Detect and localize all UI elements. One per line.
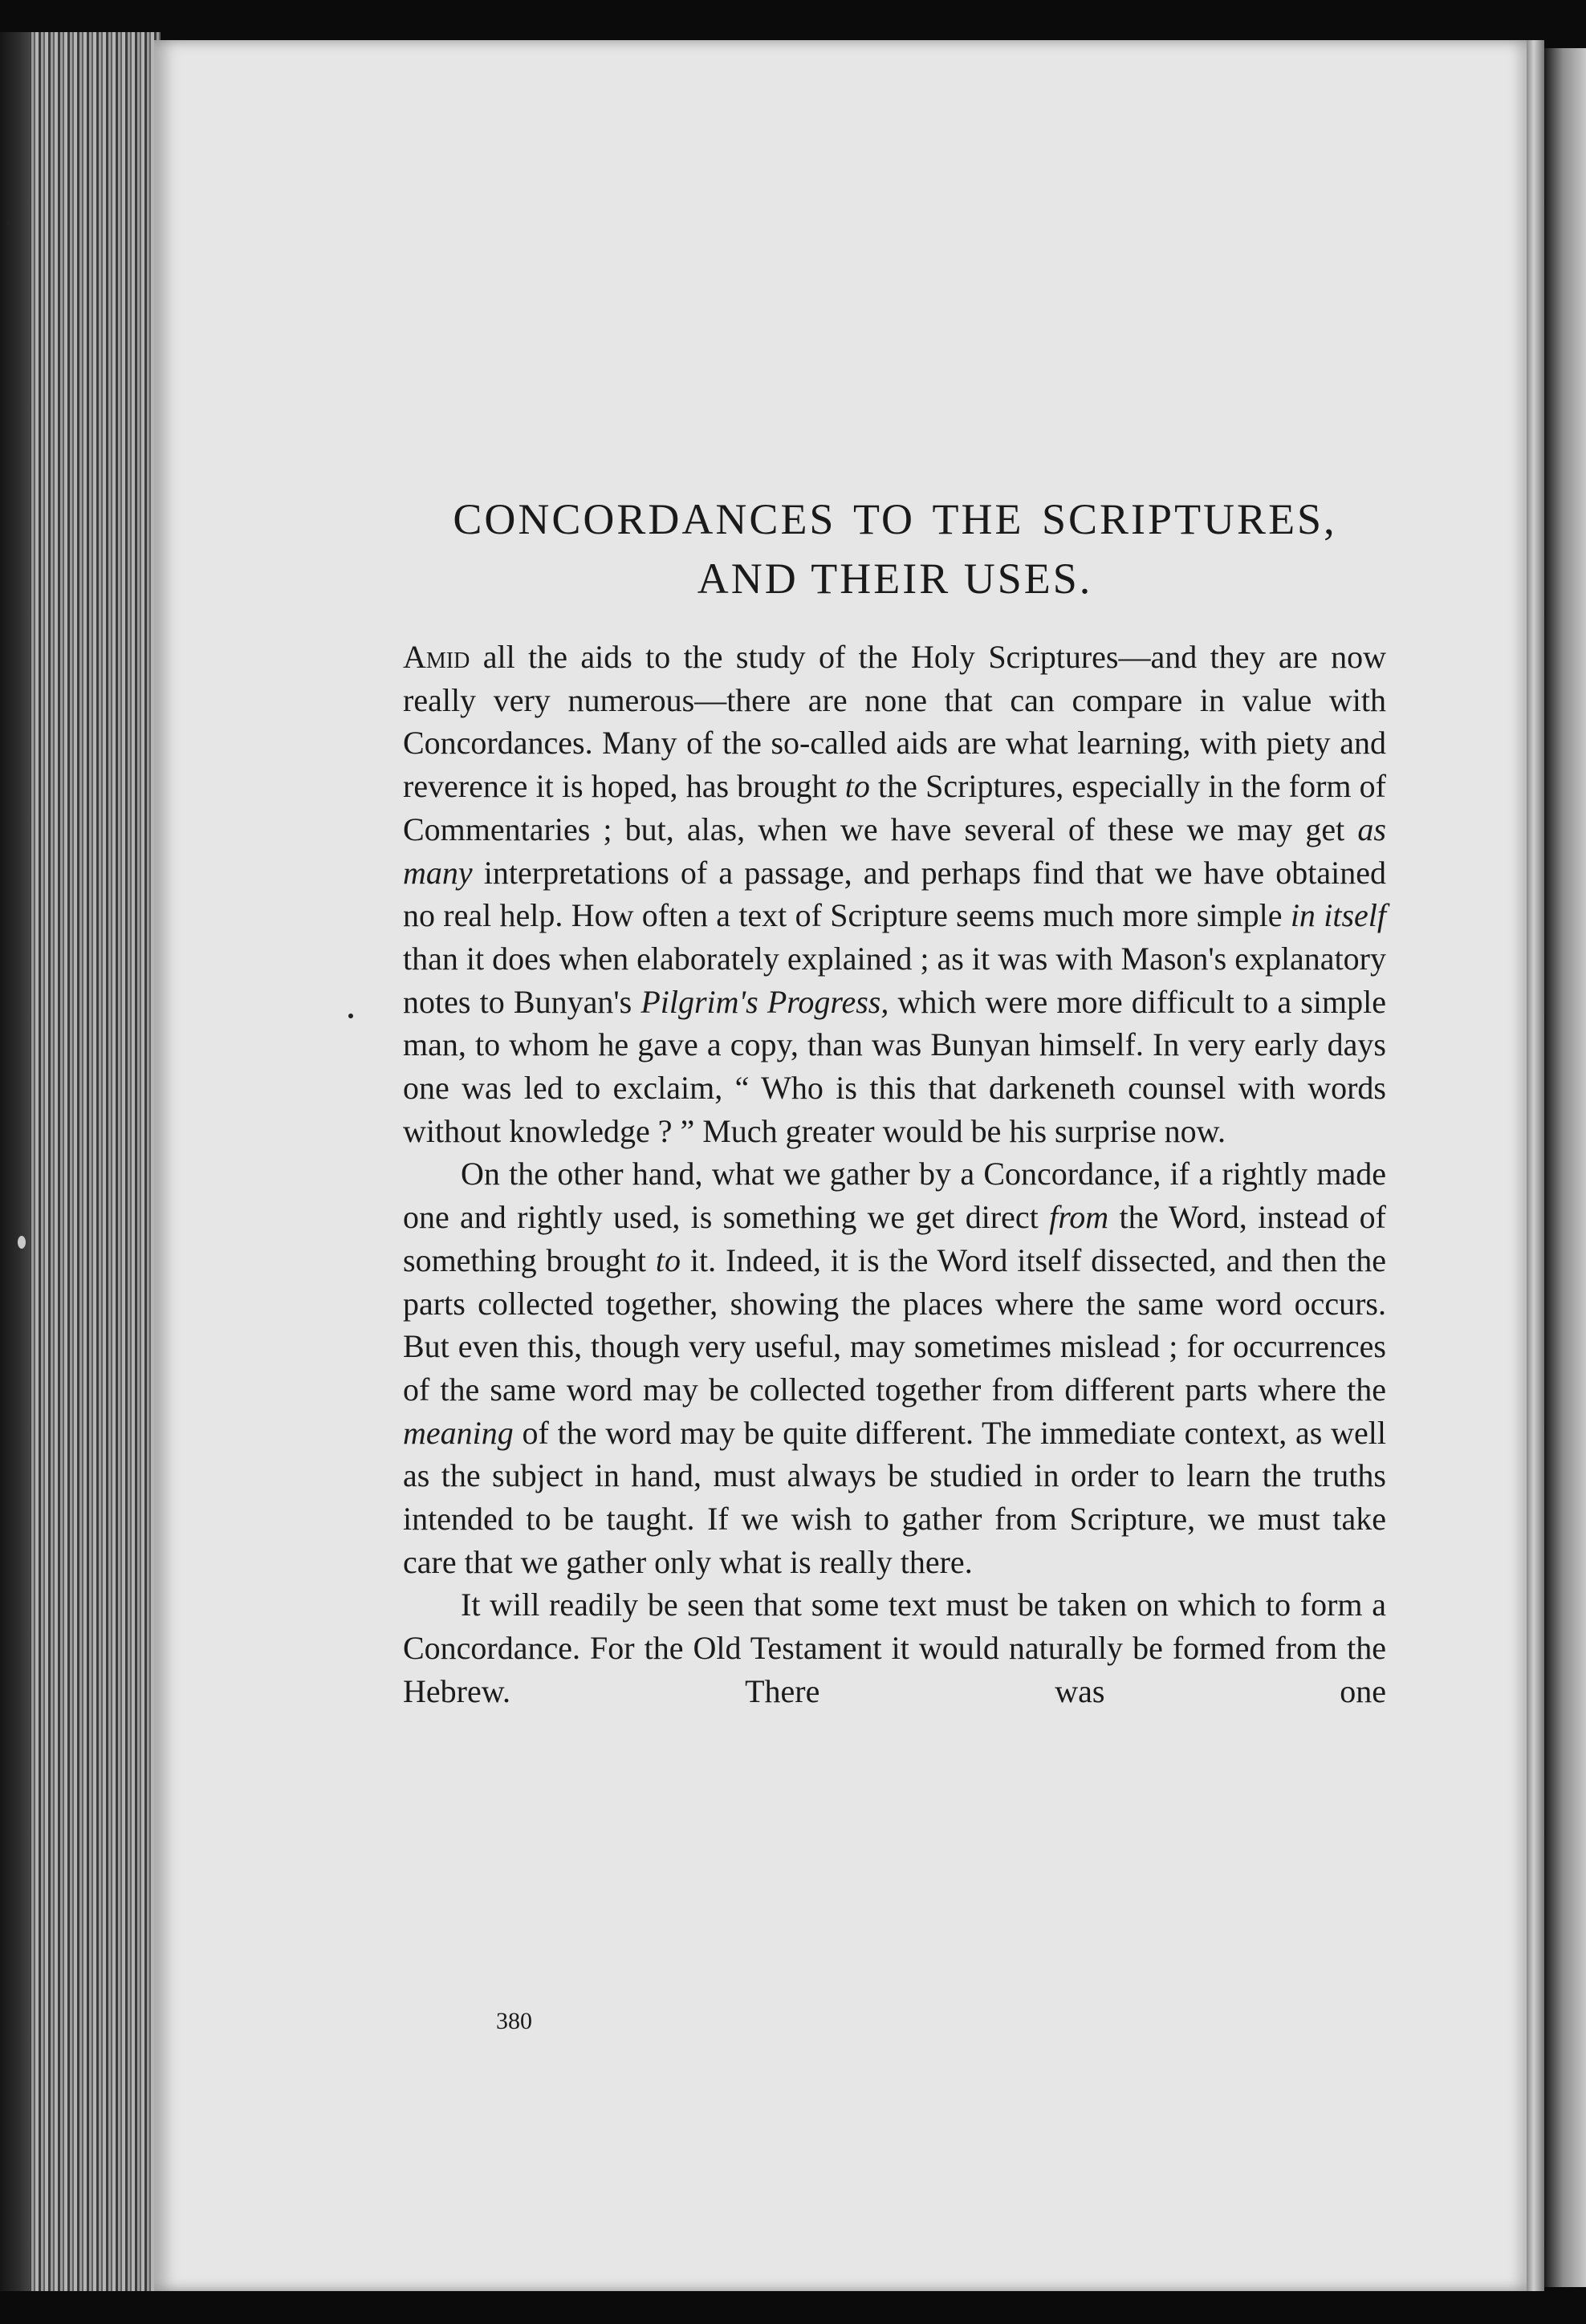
paragraph xyxy=(403,636,1386,1152)
chapter-title-line-2: AND THEIR USES. xyxy=(697,555,1093,603)
paragraph xyxy=(403,1583,1386,1713)
text-run: the Scriptures, especially in the form of Commentaries ; but, alas, when we have several of these we may get xyxy=(403,768,1387,847)
italic-text: from xyxy=(1049,1199,1109,1236)
text-run: of the word may be quite different. The immediate context, as well as the subject in hand, must always be studied in order to learn the truths intended to be taught. If we wish to gather from Scripture, we must take care that we gather only what is really there. xyxy=(403,1414,1386,1580)
italic-text: in itself xyxy=(1290,897,1386,934)
dust-speck xyxy=(18,1236,26,1249)
body-text xyxy=(403,636,1386,1713)
text-run: It will readily be seen that some text must be taken on which to form a Concordance. For the Old Testament it would naturally be formed from the Hebrew. There was one xyxy=(403,1587,1386,1709)
page-number: 380 xyxy=(496,2008,532,2034)
italic-text: Pilgrim's Progress, xyxy=(640,983,889,1020)
italic-text: to xyxy=(655,1241,681,1278)
page-gutter xyxy=(1527,40,1544,2291)
text-run: which were more difficult to a simple man, to whom he gave a copy, than was Bunyan himself. In very early days one was led to exclaim, “ Who is this that darkeneth counsel with words without knowledge ? ” Much greater would be his surprise now. xyxy=(403,983,1386,1149)
text-run: the Word, instead of something brought xyxy=(403,1199,1387,1278)
text-run: than it does when elaborately explained ; as it was with Mason's explanatory notes to Bunyan's xyxy=(403,940,1386,1020)
italic-text: meaning xyxy=(403,1414,514,1451)
facing-page-edge xyxy=(1544,48,1586,2287)
text-run: all the aids to the study of the Holy Scriptures—and they are now really very numerous—there are none that can compare in value with Concordances. Many of the so-called aids are what learning, with piety and reverence it is hoped, has brought xyxy=(403,639,1386,805)
paragraph xyxy=(403,1152,1386,1583)
chapter-title xyxy=(401,490,1389,608)
text-run: On the other hand, what we gather by a Concordance, if a rightly made one and rightly used, is something we get direct xyxy=(403,1156,1386,1236)
text-run: it. Indeed, it is the Word itself dissected, and then the parts collected together, showing the places where the same word occurs. But even this, though very useful, may sometimes mislead ; for occurrences of the same word may be collected together from different parts where the xyxy=(403,1241,1387,1408)
text-run: interpretations of a passage, and perhaps find that we have obtained no real help. How often a text of Scripture seems much more simple xyxy=(403,854,1386,934)
italic-text: as many xyxy=(403,811,1386,891)
chapter-title-line-1: CONCORDANCES TO THE SCRIPTURES, xyxy=(453,495,1337,543)
book-spine-shadow xyxy=(0,32,31,2291)
italic-text: to xyxy=(844,768,870,805)
dust-speck xyxy=(6,221,11,225)
dust-speck xyxy=(348,1014,353,1018)
opening-word: Amid xyxy=(403,639,470,675)
